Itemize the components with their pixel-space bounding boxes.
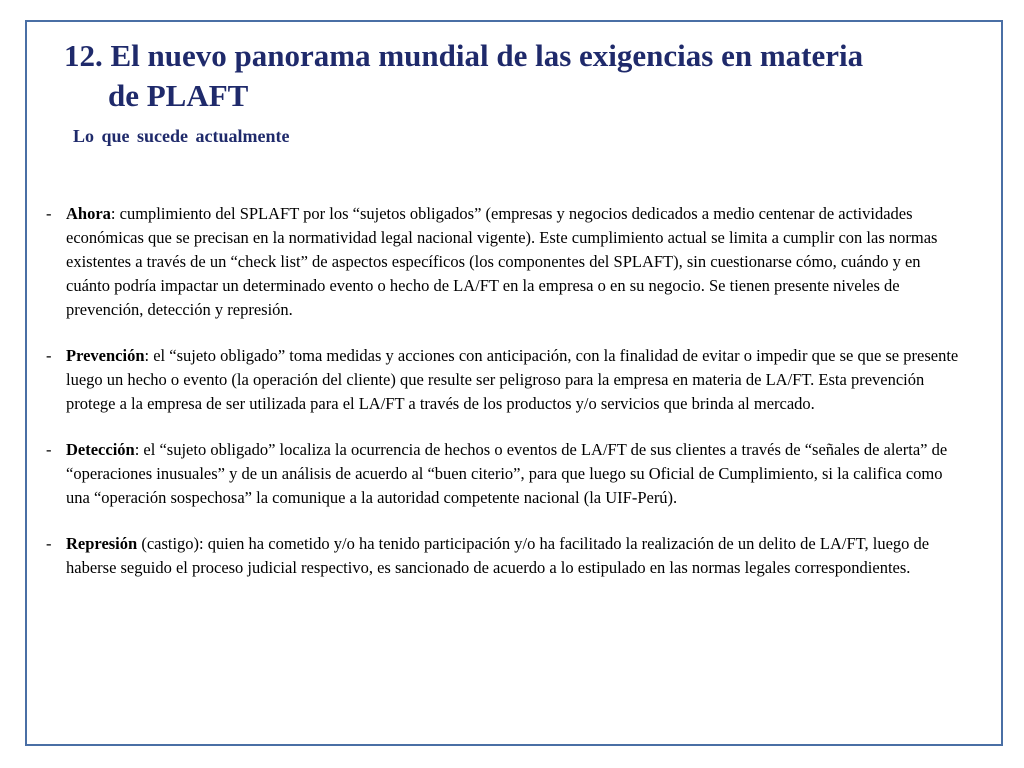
- bullet-term: Detección: [66, 440, 135, 459]
- bullet-dash: -: [46, 346, 52, 365]
- slide-title-line1: 12. El nuevo panorama mundial de las exigencias en materia: [64, 38, 864, 73]
- bullet-text: (castigo): quien ha cometido y/o ha tenido participación y/o ha facilitado la realización de un delito de LA/FT, luego de haberse seguido el proceso judicial respectivo, es sancionado de acuerdo a lo estipulado en las normas legales correspondientes.: [66, 534, 930, 577]
- bullet-item-ahora: [44, 202, 964, 322]
- bullet-text: : el “sujeto obligado” localiza la ocurrencia de hechos o eventos de LA/FT de sus clientes a través de “señales de alerta” de “operaciones inusuales” y de un análisis de acuerdo al “buen citerio”, para que luego su Oficial de Cumplimiento, si la califica como una “operación sospechosa” la comunique a la autoridad competente nacional (la UIF-Perú).: [66, 440, 948, 507]
- bullet-list: [44, 202, 964, 602]
- bullet-term: Represión: [66, 534, 138, 553]
- bullet-item-prevencion: [44, 344, 964, 416]
- bullet-text: : el “sujeto obligado” toma medidas y acciones con anticipación, con la finalidad de evitar o impedir que se que se presente luego un hecho o evento (la operación del cliente) que resulte ser peligroso para la empresa en materia de LA/FT. Esta prevención protege a la empresa de ser utilizada para el LA/FT a través de los productos y/o servicios que brinda al mercado.: [66, 346, 959, 413]
- bullet-dash: -: [46, 440, 52, 459]
- slide-title-line2: de PLAFT: [108, 78, 249, 113]
- bullet-term: Ahora: [66, 204, 111, 223]
- bullet-text: : cumplimiento del SPLAFT por los “sujetos obligados” (empresas y negocios dedicados a medio centenar de actividades económicas que se precisan en la normatividad legal nacional vigente). Este cumplimiento actual se limita a cumplir con las normas existentes a través de un “check list” de aspectos específicos (los componentes del SPLAFT), sin cuestionarse cómo, cuándo y en cuánto podría impactar un determinado evento o hecho de LA/FT en la empresa o en su negocio. Se tienen presente niveles de prevención, detección y represión.: [66, 204, 938, 319]
- bullet-term: Prevención: [66, 346, 145, 365]
- slide-title: [64, 36, 964, 116]
- bullet-item-represion: [44, 532, 964, 580]
- slide-subtitle: Lo que sucede actualmente: [73, 126, 290, 146]
- bullet-item-deteccion: [44, 438, 964, 510]
- bullet-dash: -: [46, 534, 52, 553]
- bullet-dash: -: [46, 204, 52, 223]
